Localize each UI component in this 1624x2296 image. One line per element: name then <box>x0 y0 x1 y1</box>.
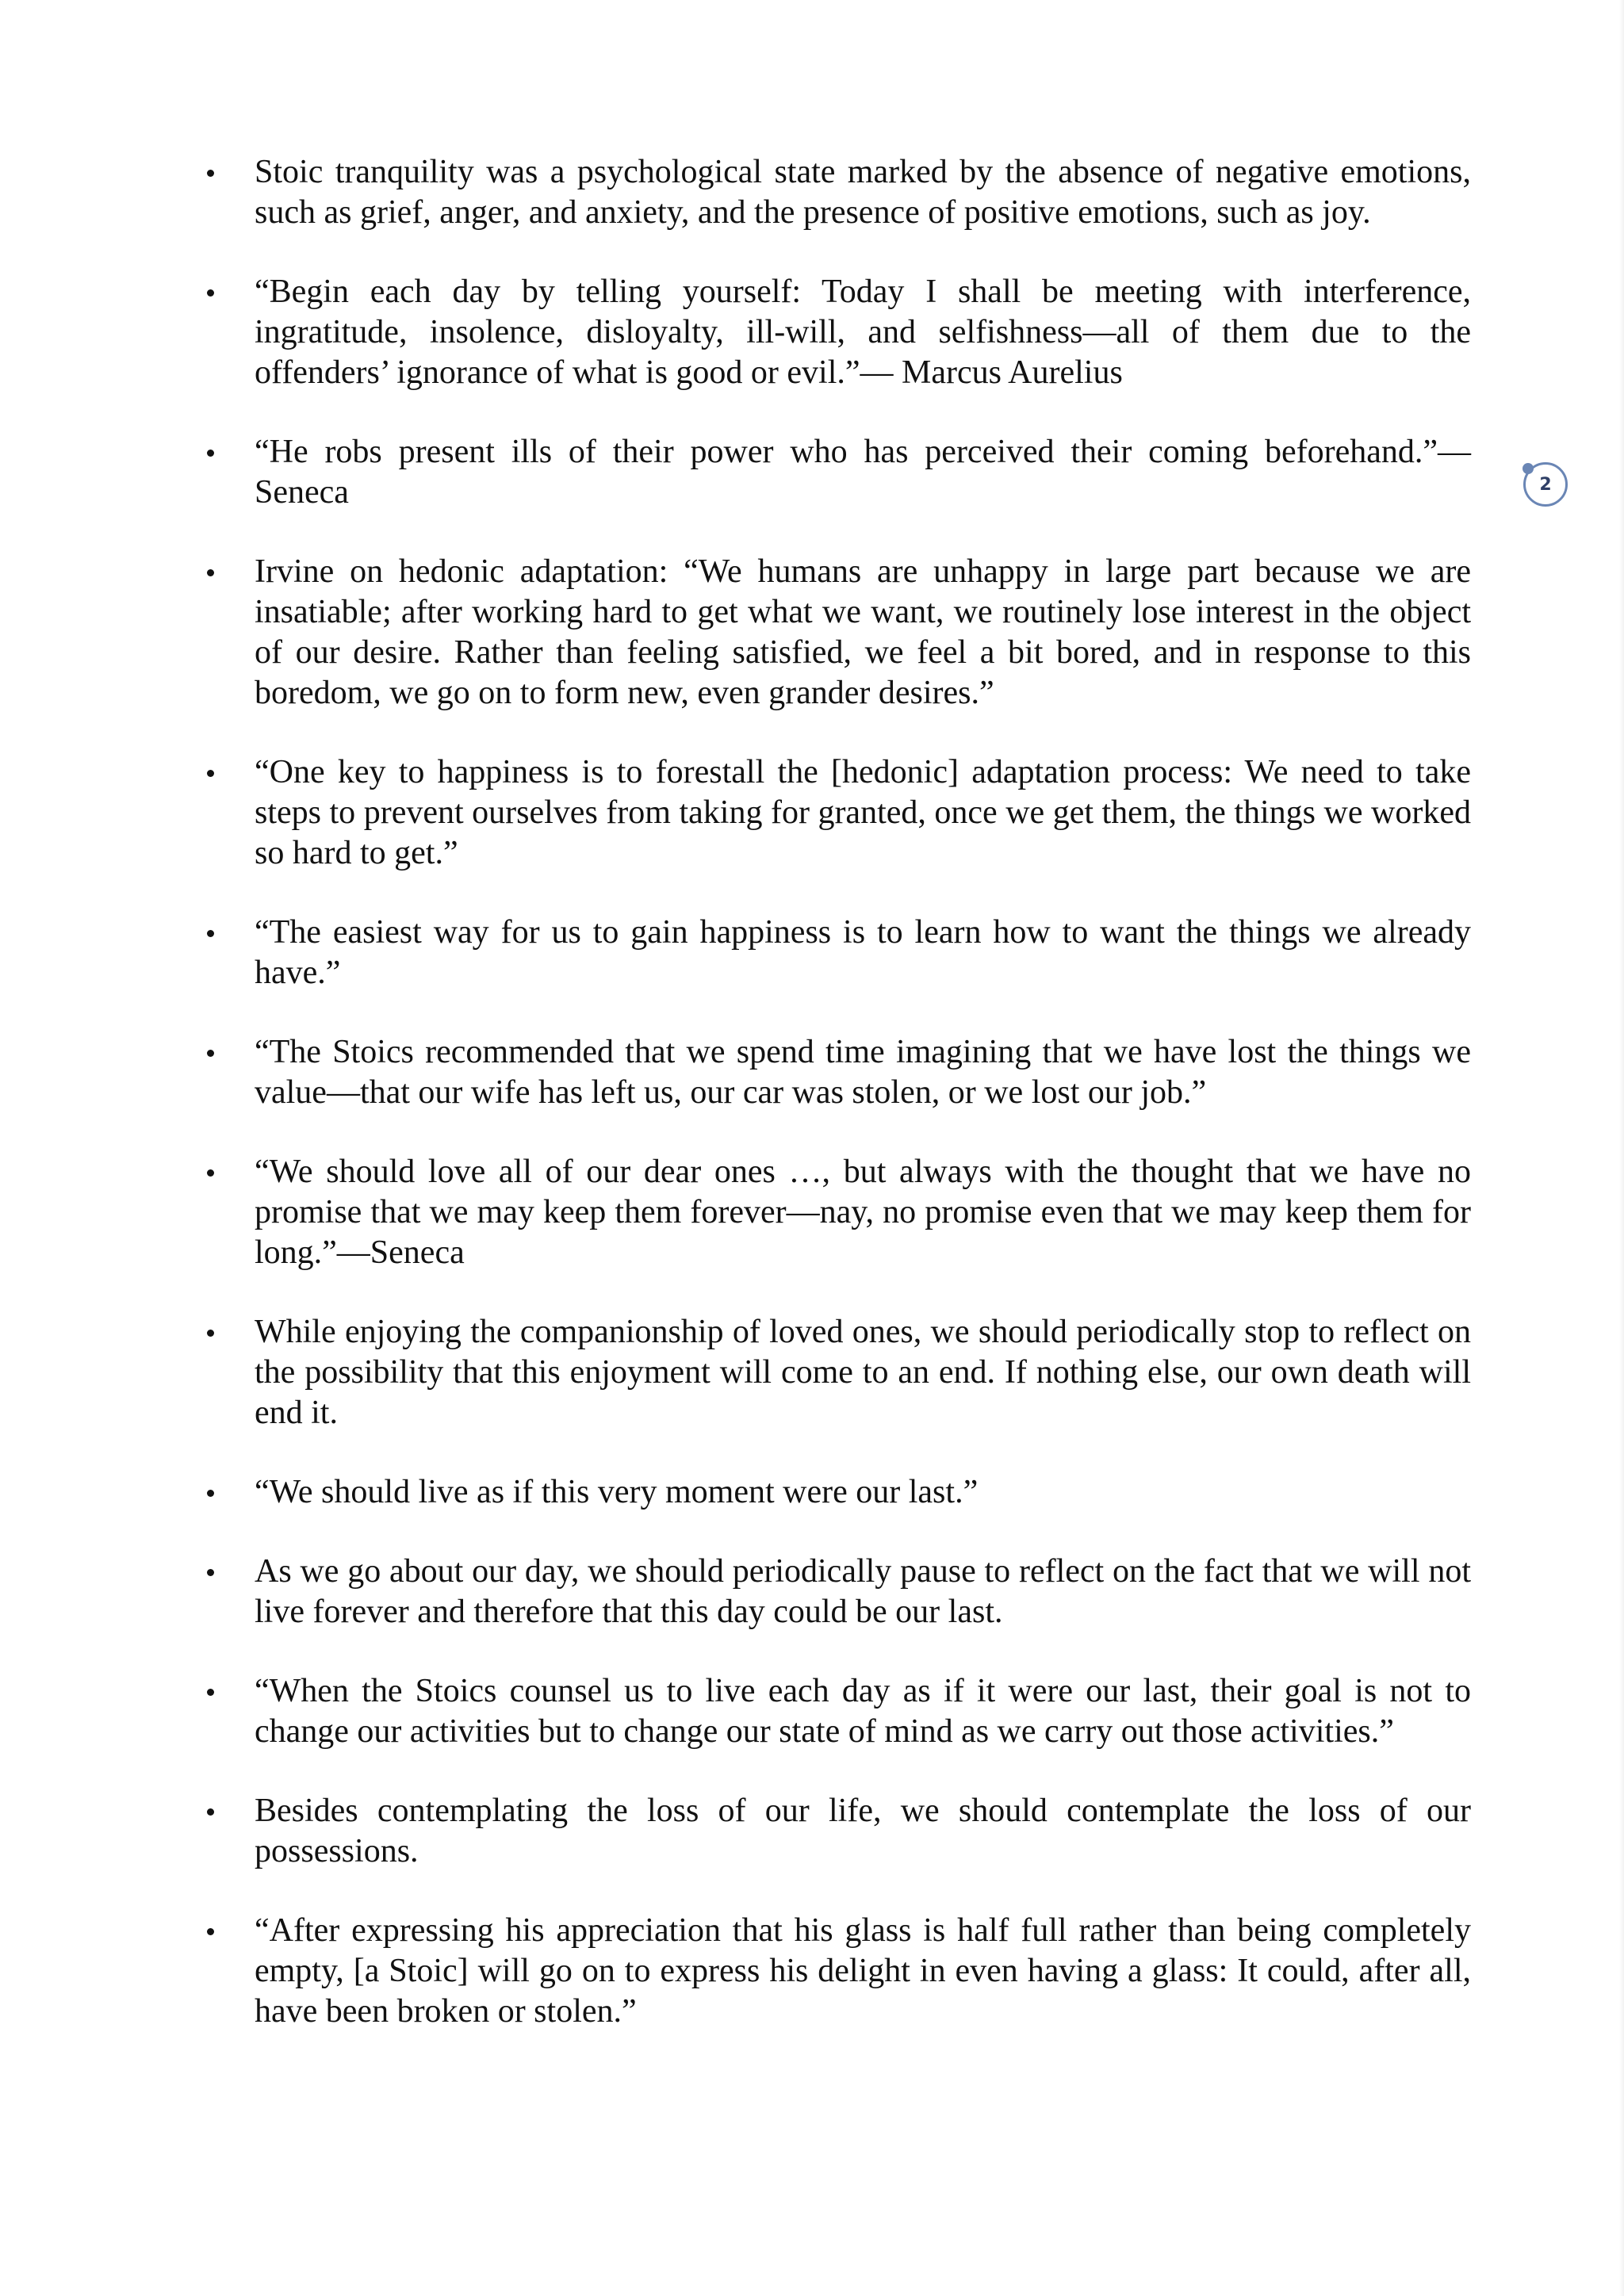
bullet-item: Stoic tranquility was a psychological state marked by the absence of negative emotions, such as grief, anger, and anxiety, and the presence of positive emotions, such as joy. <box>202 152 1471 233</box>
page-number-badge: 2 <box>1523 462 1568 507</box>
bullet-item: “When the Stoics counsel us to live each day as if it were our last, their goal is not to change our activities but to change our state of mind as we carry out those activities.” <box>202 1671 1471 1752</box>
bullet-item: Irvine on hedonic adaptation: “We humans are unhappy in large part because we are insatiable; after working hard to get what we want, we routinely lose interest in the object of our desire. Rather than feeling satisfied, we feel a bit bored, and in response to this boredom, we go on to form new, even grander desires.” <box>202 552 1471 714</box>
bullet-item: Besides contemplating the loss of our life, we should contemplate the loss of our possessions. <box>202 1791 1471 1872</box>
bullet-item: “He robs present ills of their power who has perceived their coming beforehand.”— Seneca <box>202 432 1471 513</box>
bullet-item: While enjoying the companionship of loved ones, we should periodically stop to reflect on the possibility that this enjoyment will come to an end. If nothing else, our own death will end it. <box>202 1312 1471 1433</box>
bullet-item: “The easiest way for us to gain happiness is to learn how to want the things we already have.” <box>202 913 1471 993</box>
bullet-list <box>202 152 1471 2071</box>
bullet-item: As we go about our day, we should periodically pause to reflect on the fact that we will not live forever and therefore that this day could be our last. <box>202 1552 1471 1632</box>
page-badge-dot-icon <box>1522 463 1534 474</box>
bullet-item: “One key to happiness is to forestall the [hedonic] adaptation process: We need to take steps to prevent ourselves from taking for granted, once we get them, the things we worked so hard to get.” <box>202 752 1471 874</box>
bullet-item: “The Stoics recommended that we spend time imagining that we have lost the things we value—that our wife has left us, our car was stolen, or we lost our job.” <box>202 1032 1471 1113</box>
bullet-item: “We should live as if this very moment were our last.” <box>202 1472 1471 1513</box>
bullet-item: “Begin each day by telling yourself: Today I shall be meeting with interference, ingratitude, insolence, disloyalty, ill-will, and selfishness—all of them due to the offenders’ ignorance of what is good or evil.”— Marcus Aurelius <box>202 272 1471 393</box>
bullet-item: “We should love all of our dear ones …, but always with the thought that we have no promise that we may keep them forever—nay, no promise even that we may keep them for long.”—Seneca <box>202 1152 1471 1273</box>
page-edge-shadow <box>1619 0 1624 2296</box>
bullet-item: “After expressing his appreciation that his glass is half full rather than being completely empty, [a Stoic] will go on to express his delight in even having a glass: It could, after all, have been broken or stolen.” <box>202 1911 1471 2032</box>
